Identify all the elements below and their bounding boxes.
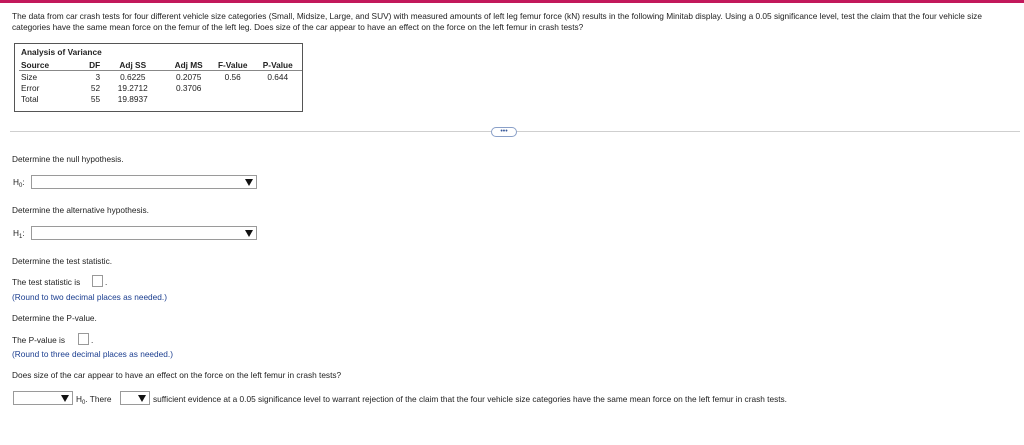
cell-source: Size (21, 71, 38, 82)
cell-p-value: 0.644 (267, 71, 289, 82)
null-hypothesis-prompt: Determine the null hypothesis. (12, 154, 124, 164)
cell-df: 52 (90, 82, 101, 93)
cell-df: 55 (90, 93, 101, 104)
dropdown-arrow-icon (245, 230, 253, 237)
h1-label: $H_1$: (13, 228, 25, 240)
col-header-adj-ms: Adj MS (165, 59, 212, 71)
conclusion-statement: sufficient evidence at a 0.05 significance level to warrant rejection of the claim that the four vehicle size categories have the same mean force on the left femur in crash tests. (153, 394, 787, 404)
cell-f-value: 0.56 (224, 71, 241, 82)
cell-adj-ms: 0.3706 (175, 82, 202, 93)
cell-adj-ss: 0.6225 (120, 71, 146, 82)
top-accent-bar (0, 0, 1024, 3)
cell-source: Error (21, 82, 40, 93)
dropdown-arrow-icon (245, 179, 253, 186)
p-value-hint: (Round to three decimal places as needed.) (12, 349, 173, 359)
anova-title: Analysis of Variance (21, 47, 102, 57)
col-header-source: Source (19, 59, 67, 71)
cell-f-value (212, 93, 254, 104)
anova-table-box (14, 43, 303, 112)
table-row (19, 93, 302, 104)
h0-letter: H (13, 177, 19, 187)
cell-adj-ms: 0.2075 (175, 71, 202, 82)
conclusion-evidence-dropdown[interactable] (120, 391, 150, 405)
dropdown-arrow-icon (138, 395, 146, 402)
conclusion-there-text: . There (85, 394, 112, 404)
cell-p-value (254, 93, 302, 104)
more-options-button[interactable]: ••• (491, 127, 517, 137)
cell-adj-ss: 19.8937 (117, 93, 148, 104)
table-row (19, 71, 302, 83)
anova-table (19, 59, 302, 104)
col-header-df: DF (67, 59, 101, 71)
cell-source: Total (21, 93, 39, 104)
h0-label: $H_0$: (13, 177, 25, 189)
h0-subscript: 0 (19, 183, 23, 189)
h1-subscript: 1 (19, 234, 23, 240)
conclusion-h0-subscript: 0 (82, 400, 86, 406)
test-statistic-prompt: Determine the test statistic. (12, 256, 113, 266)
cell-f-value (212, 82, 254, 93)
table-row (19, 82, 302, 93)
test-statistic-input[interactable] (92, 275, 103, 287)
cell-adj-ms (165, 93, 212, 104)
conclusion-h0-label (76, 394, 111, 406)
col-header-p-value: P-Value (254, 59, 302, 71)
cell-df: 3 (95, 71, 101, 82)
dropdown-arrow-icon (61, 395, 69, 402)
col-header-f-value: F-Value (212, 59, 254, 71)
p-value-prompt: Determine the P-value. (12, 313, 97, 323)
test-statistic-period: . (105, 277, 108, 287)
conclusion-decision-dropdown[interactable] (13, 391, 73, 405)
col-header-adj-ss: Adj SS (100, 59, 165, 71)
cell-adj-ss: 19.2712 (117, 82, 148, 93)
h1-dropdown[interactable] (31, 226, 257, 240)
alt-hypothesis-prompt: Determine the alternative hypothesis. (12, 205, 149, 215)
h0-dropdown[interactable] (31, 175, 257, 189)
p-value-period: . (91, 335, 94, 345)
p-value-label: The P-value is (12, 335, 66, 345)
conclusion-h0-letter: H (76, 394, 82, 404)
p-value-input[interactable] (78, 333, 89, 345)
cell-p-value (254, 82, 302, 93)
h1-letter: H (13, 228, 19, 238)
test-statistic-label: The test statistic is (12, 277, 81, 287)
question-intro: The data from car crash tests for four different vehicle size categories (Small, Midsize, Large, and SUV) with measured amounts of left leg femur force (kN) results in the following Minitab display. Using a 0.05 significance level, test the claim that the four vehicle size categories have the same mean force on the femur of the left leg. Does size of the car appear to have an effect on the force on the left femur in crash tests? (12, 11, 982, 32)
test-statistic-hint: (Round to two decimal places as needed.) (12, 292, 167, 302)
effect-question: Does size of the car appear to have an effect on the force on the left femur in crash tests? (12, 370, 342, 380)
